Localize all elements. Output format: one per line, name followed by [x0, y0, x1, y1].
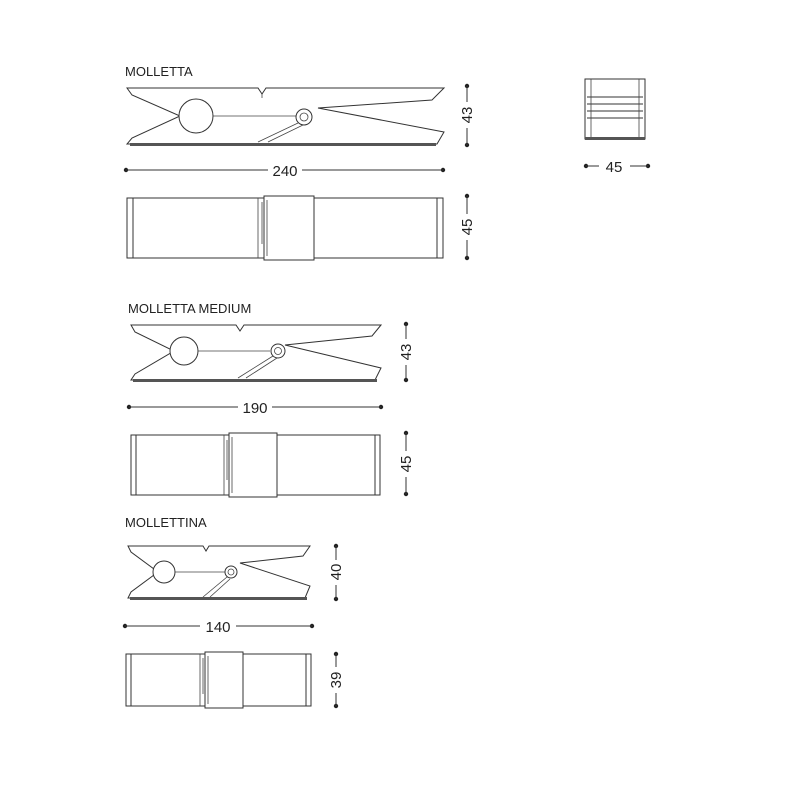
- molletta-section: [124, 64, 476, 260]
- molletta-medium-top-width-dimension: [398, 431, 415, 496]
- end-view-width-label: 45: [605, 159, 623, 176]
- molletta-medium-length-dimension: [127, 400, 383, 417]
- molletta-top-width-dimension: [459, 194, 476, 260]
- end-view-width-dimension: [584, 159, 650, 176]
- molletta-medium-side-height-label: 43: [398, 343, 415, 361]
- molletta-medium-top-width-label: 45: [398, 455, 415, 473]
- molletta-medium-side-view: [131, 325, 381, 382]
- molletta-medium-title: MOLLETTA MEDIUM: [128, 301, 252, 316]
- mollettina-section: [123, 515, 345, 708]
- mollettina-top-width-label: 39: [328, 671, 345, 689]
- mollettina-side-height-dimension: [328, 544, 345, 601]
- molletta-medium-section: [127, 301, 415, 497]
- molletta-side-height-label: 43: [459, 106, 476, 124]
- molletta-length-label: 240: [272, 163, 298, 180]
- molletta-top-view: [127, 196, 443, 260]
- molletta-title: MOLLETTA: [125, 64, 193, 79]
- mollettina-length-label: 140: [205, 619, 231, 636]
- molletta-medium-side-height-dimension: [398, 322, 415, 382]
- mollettina-side-view: [128, 546, 310, 600]
- mollettina-side-height-label: 40: [328, 563, 345, 581]
- mollettina-title: MOLLETTINA: [125, 515, 207, 530]
- mollettina-top-width-dimension: [328, 652, 345, 708]
- molletta-medium-top-view: [131, 433, 380, 497]
- molletta-side-view: [127, 88, 444, 146]
- end-view-section: [584, 79, 650, 176]
- mollettina-length-dimension: [123, 619, 314, 636]
- mollettina-top-view: [126, 652, 311, 708]
- molletta-top-width-label: 45: [459, 218, 476, 236]
- molletta-medium-length-label: 190: [242, 400, 268, 417]
- molletta-side-height-dimension: [459, 84, 476, 147]
- molletta-length-dimension: [124, 163, 445, 180]
- end-view-drawing: [585, 79, 645, 140]
